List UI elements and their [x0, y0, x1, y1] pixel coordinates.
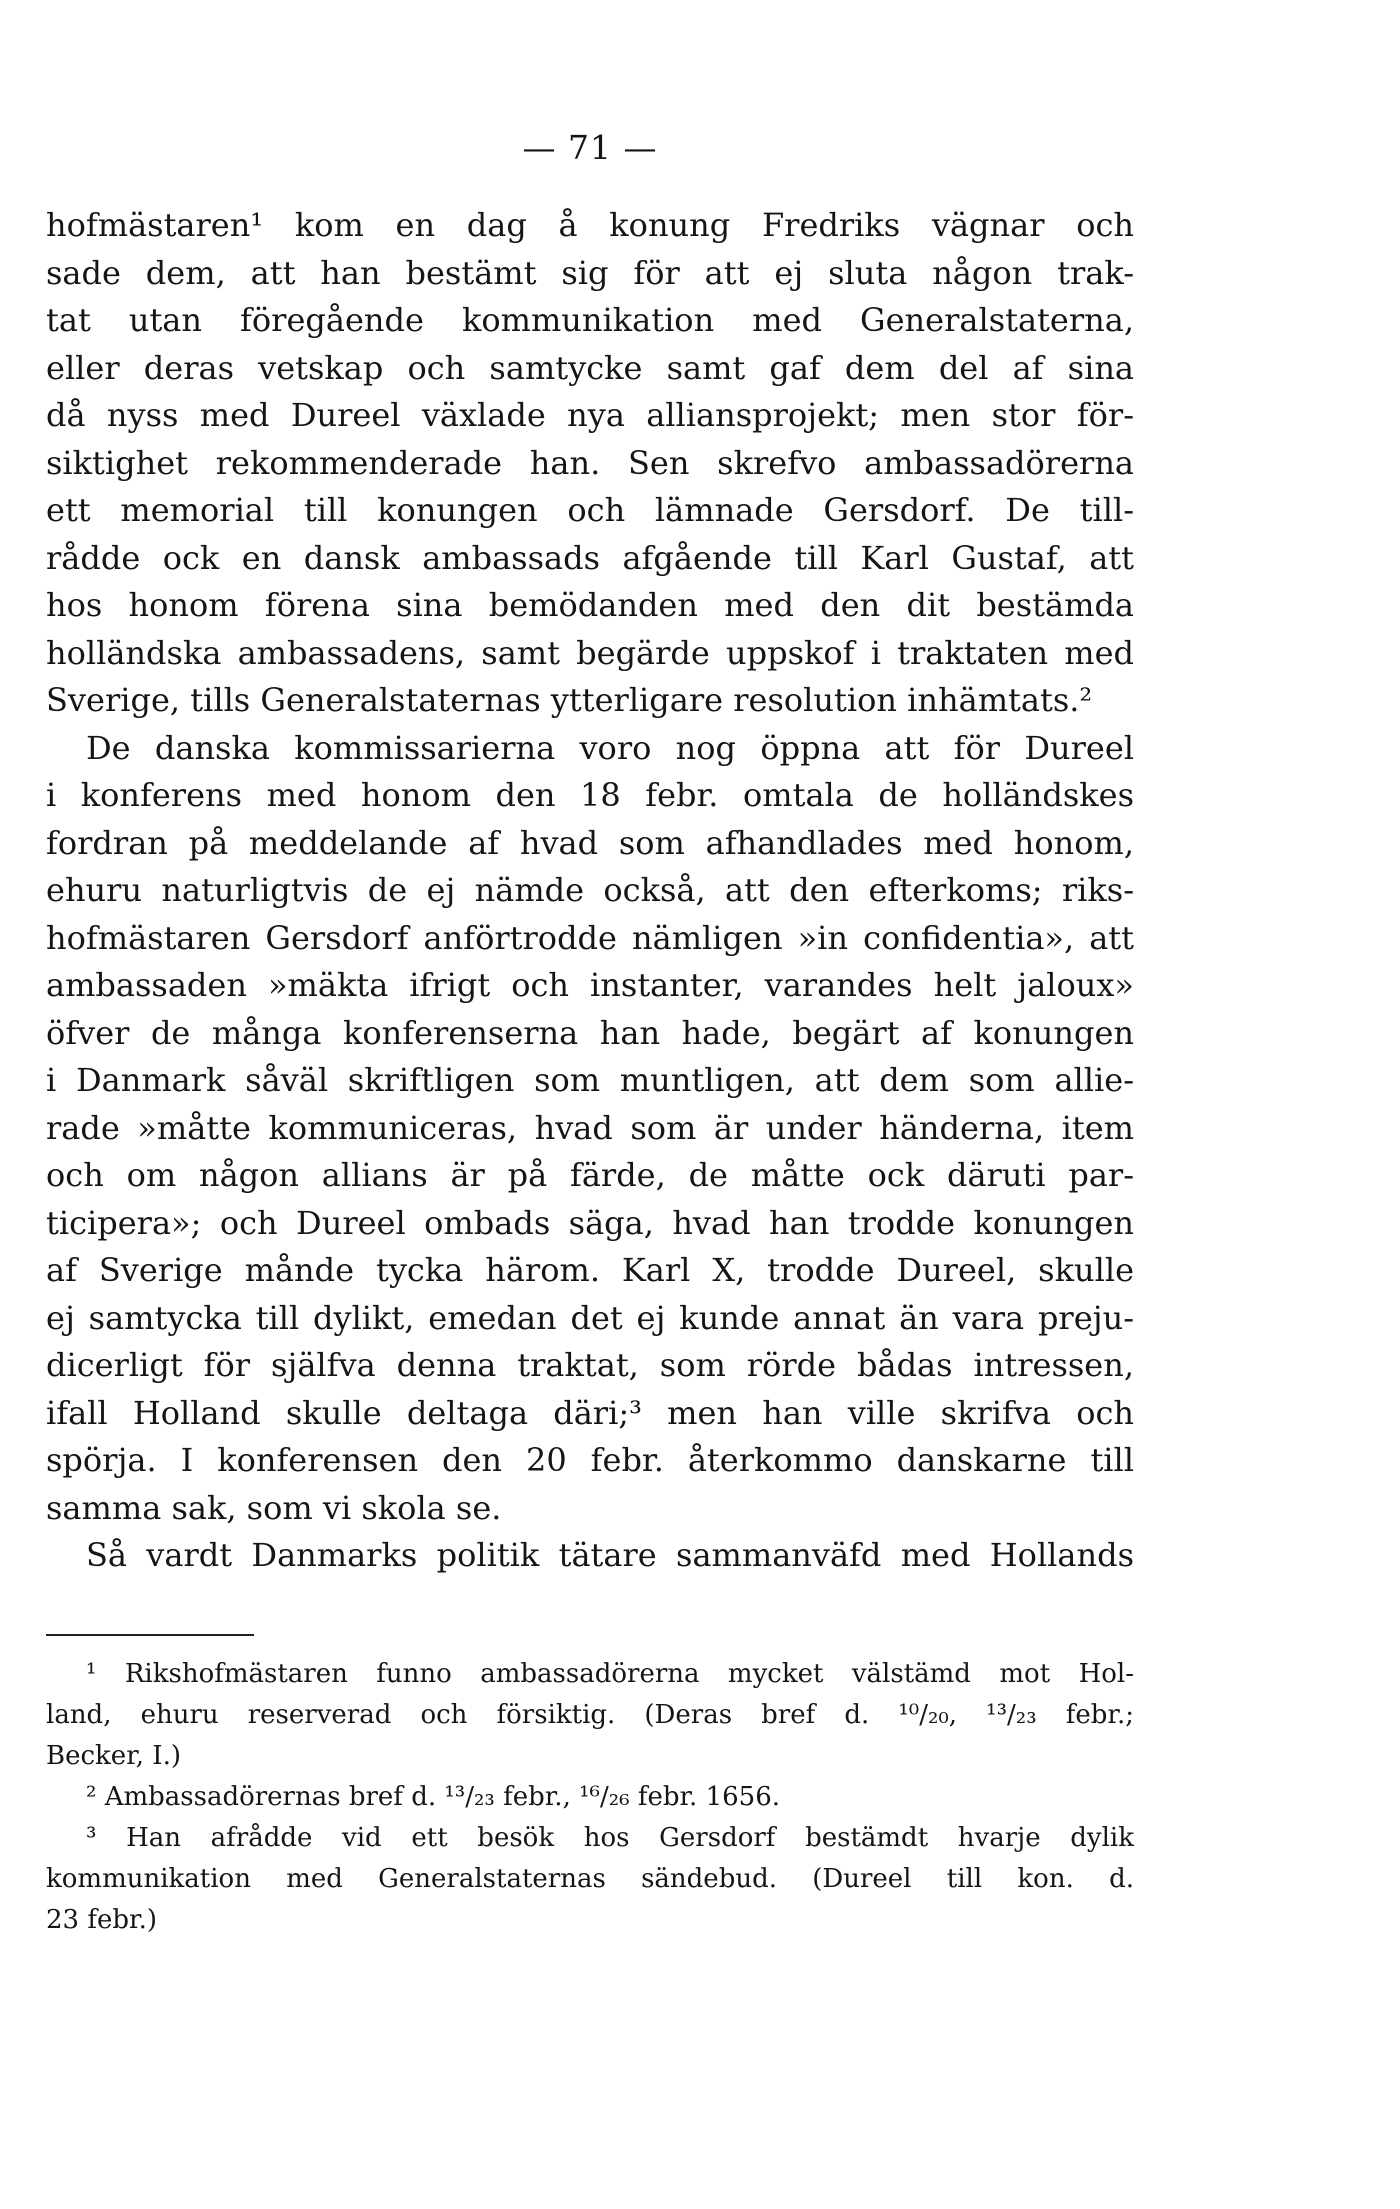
- text-line: och om någon allians är på färde, de måtte ock däruti par-: [46, 1156, 1134, 1194]
- footnote-1: ¹ Rikshofmästaren funno ambassadörerna mycket välstämd mot Hol-: [86, 1658, 1134, 1689]
- text-line: öfver de många konferenserna han hade, begärt af konungen: [46, 1013, 1134, 1052]
- text-line: rådde ock en dansk ambassads afgående till Karl Gustaf, att: [46, 538, 1134, 577]
- footnote-3-line: 23 febr.): [46, 1904, 157, 1935]
- text-line: samma sak, som vi skola se.: [46, 1488, 502, 1527]
- text-line: ehuru naturligtvis de ej nämde också, att den efterkoms; riks-: [46, 871, 1134, 909]
- text-line: ticipera»; och Dureel ombads säga, hvad han trodde konungen: [46, 1203, 1134, 1242]
- footnote-divider: [46, 1634, 254, 1636]
- text-line: i Danmark såväl skriftligen som muntligen, att dem som allie-: [46, 1061, 1134, 1099]
- text-line: spörja. I konferensen den 20 febr. återkommo danskarne till: [46, 1441, 1134, 1479]
- text-line: ej samtycka till dylikt, emedan det ej kunde annat än vara preju-: [46, 1298, 1134, 1337]
- footnote-2: ² Ambassadörernas bref d. ¹³/₂₃ febr., ¹⁶/₂₆ febr. 1656.: [86, 1781, 781, 1812]
- text-line: sade dem, att han bestämt sig för att ej sluta någon trak-: [46, 253, 1134, 292]
- footnote-3: ³ Han afrådde vid ett besök hos Gersdorf bestämdt hvarje dylik: [86, 1822, 1134, 1853]
- text-line: i konferens med honom den 18 febr. omtala de holländskes: [46, 776, 1134, 814]
- text-line: Så vardt Danmarks politik tätare sammanväfd med Hollands: [86, 1536, 1134, 1574]
- text-line: tat utan föregående kommunikation med Generalstaterna,: [46, 301, 1134, 339]
- text-line: fordran på meddelande af hvad som afhandlades med honom,: [46, 823, 1134, 862]
- text-line: då nyss med Dureel växlade nya alliansprojekt; men stor för-: [46, 396, 1134, 434]
- page-number: — 71 —: [522, 128, 658, 167]
- text-line: hofmästaren¹ kom en dag å konung Fredriks vägnar och: [46, 206, 1134, 244]
- text-line: hofmästaren Gersdorf anförtrodde nämligen »in confidentia», att: [46, 918, 1134, 957]
- text-line: hos honom förena sina bemödanden med den dit bestämda: [46, 586, 1134, 624]
- footnotes: [46, 1654, 1134, 1941]
- text-line: ett memorial till konungen och lämnade Gersdorf. De till-: [46, 491, 1134, 529]
- text-line: eller deras vetskap och samtycke samt gaf dem del af sina: [46, 348, 1134, 387]
- footnote-3-line: kommunikation med Generalstaternas sändebud. (Dureel till kon. d.: [46, 1863, 1134, 1894]
- text-line: ifall Holland skulle deltaga däri;³ men han ville skrifva och: [46, 1393, 1134, 1432]
- text-line: siktighet rekommenderade han. Sen skrefvo ambassadörerna: [46, 443, 1134, 482]
- text-line: af Sverige månde tycka härom. Karl X, trodde Dureel, skulle: [46, 1251, 1134, 1289]
- text-line: holländska ambassadens, samt begärde uppskof i traktaten med: [46, 633, 1134, 672]
- text-line: rade »måtte kommuniceras, hvad som är under händerna, item: [46, 1108, 1134, 1147]
- text-line: De danska kommissarierna voro nog öppna att för Dureel: [86, 728, 1134, 767]
- main-text: [46, 202, 1134, 1580]
- footnote-1-line: land, ehuru reserverad och försiktig. (Deras bref d. ¹⁰/₂₀, ¹³/₂₃ febr.;: [46, 1699, 1134, 1730]
- text-line: ambassaden »mäkta ifrigt och instanter, varandes helt jaloux»: [46, 966, 1134, 1004]
- text-line: Sverige, tills Generalstaternas ytterligare resolution inhämtats.²: [46, 681, 1093, 719]
- page: [46, 128, 1134, 1941]
- footnote-1-line: Becker, I.): [46, 1740, 181, 1771]
- text-line: dicerligt för själfva denna traktat, som rörde bådas intressen,: [46, 1346, 1134, 1384]
